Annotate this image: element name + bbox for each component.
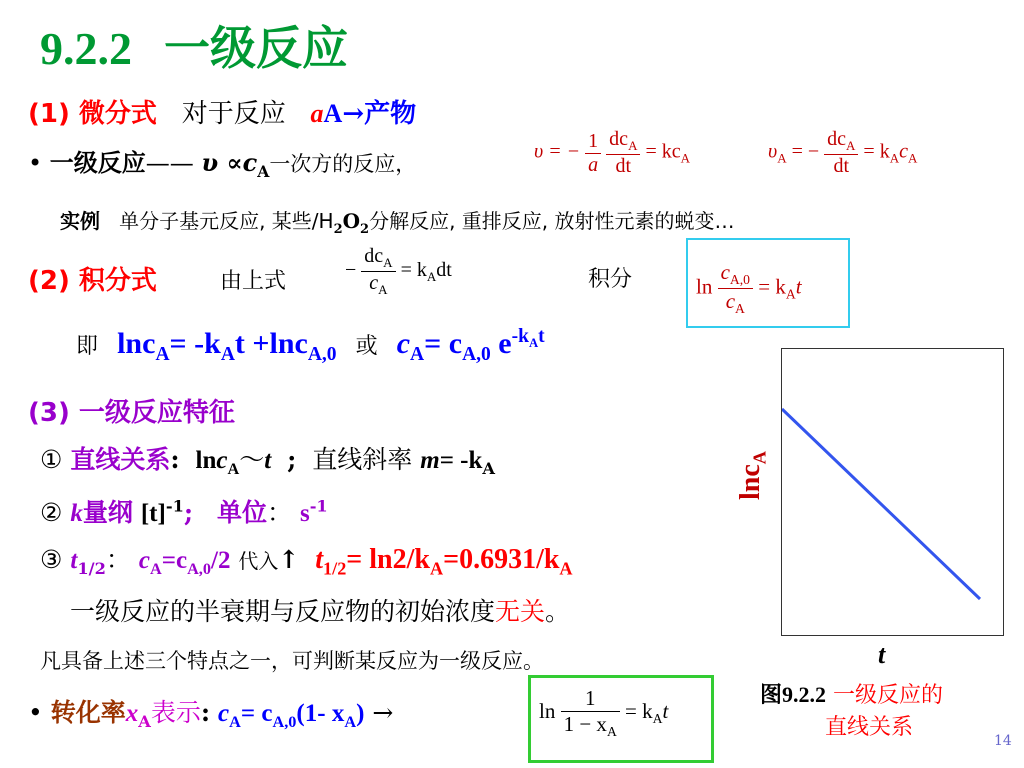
bullet-first-order-definition: • 一级反应—— $\upsilon \propto c_A$一次方的反应，: [28, 148, 417, 181]
half-life-statement: 一级反应的半衰期与反应物的初始浓度无关。: [70, 597, 571, 626]
feature-half-life: ③ $t_{1/2}$： $c_A=c_{A,0}/2$ 代入↑ $t_{1/2}= \ln 2/k_A=0.6931/k_A$: [40, 544, 573, 579]
linear-plot: [782, 349, 1003, 635]
y-axis-label: lnc$_A$: [735, 451, 770, 500]
separated-equation: − $\frac{dc_A}{c_A}$ = $k_Adt$: [345, 245, 452, 297]
rule-statement: 凡具备上述三个特点之一，可判断某反应为一级反应。: [40, 649, 544, 673]
rate-equation-1: υ = − $\frac{1}{a}$ $\frac{dc_A}{dt}$ = $kc_A$: [534, 128, 690, 177]
figure-caption-line2: 直线关系: [825, 715, 914, 740]
x-axis-label: t: [878, 640, 886, 669]
conversion-rate-law-box: ln $\frac{1}{1 - x_A}$ = $k_At$: [528, 675, 714, 763]
feature-dimension: ② k量纲 $[t]^{-1}$; 单位： $s^{-1}$: [40, 496, 328, 527]
rate-equation-2: $\upsilon_A$ = − $\frac{dc_A}{dt}$ = $k_Ac_A$: [768, 128, 918, 177]
page-title: 9.2.2 一级反应: [40, 21, 349, 75]
feature-linear-relation: ① 直线关系: lnc$_A$～t ; 直线斜率 $m= -k_A$: [40, 445, 496, 478]
examples-line: 实例 单分子基元反应, 某些$/H_2O_2$分解反应, 重排反应, 放射性元素的蜕变…: [60, 209, 735, 237]
page-number: 14: [994, 733, 1012, 749]
linear-plot-frame: [781, 348, 1004, 636]
plot-line: [782, 409, 980, 599]
from-above-label: 由上式: [220, 269, 287, 294]
section-characteristics: (3) 一级反应特征: [28, 398, 235, 428]
integrate-label: 积分: [588, 267, 633, 292]
figure-caption: 图9.2.2 一级反应的: [760, 682, 944, 708]
integrated-rate-law-box: ln $\frac{c_{A,0}}{c_A}$ = $k_At$: [686, 238, 850, 328]
integrated-forms-line: 即 $\ln c_A= -k_At +\ln c_{A,0}$ 或 $c_A= c_{A,0}$ $e^{-k_At}$: [76, 326, 545, 365]
section-integral: (2) 积分式: [28, 266, 157, 296]
section-differential: (1) 微分式 对于反应 aA→产物: [28, 99, 417, 129]
bullet-conversion: • 转化率$x_A$表示: $c_A= c_{A,0}(1-$ $x_A$) →: [28, 698, 394, 731]
